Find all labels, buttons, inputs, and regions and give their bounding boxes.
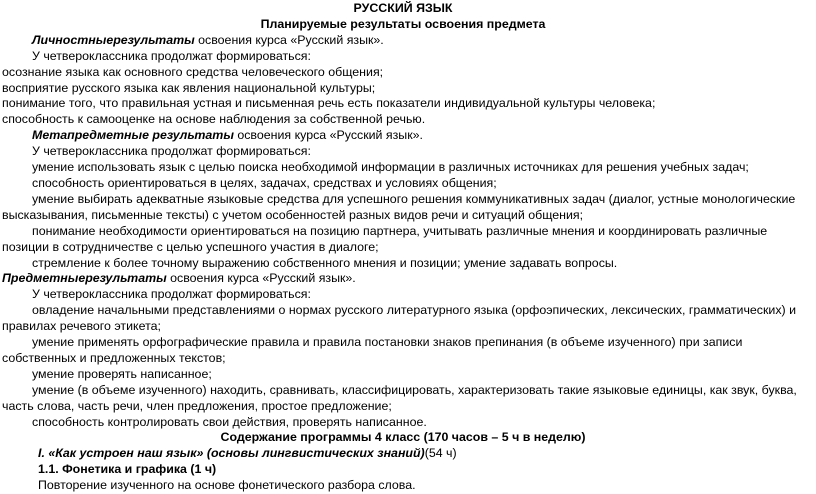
program-subsection-heading: 1.1. Фонетика и графика (1 ч) bbox=[38, 462, 217, 477]
list-item: восприятие русского языка как явления национальной культуры; bbox=[2, 80, 376, 95]
subject-results-heading-bold: Предметныерезультаты bbox=[2, 271, 167, 286]
program-heading: Содержание программы 4 класс (170 часов – 5 ч в неделю) bbox=[220, 430, 586, 445]
list-item: понимание необходимости ориентироваться на позицию партнера, учитывать различные мнения и координировать различные позиции в сотрудничестве с целью успешного участия в диалоге; bbox=[2, 223, 768, 254]
personal-results-intro: У четвероклассника продолжат формироваться: bbox=[32, 48, 311, 63]
document-title: РУССКИЙ ЯЗЫК bbox=[353, 1, 453, 15]
meta-results-heading bbox=[2, 128, 804, 144]
list-item: осознание языка как основного средства человеческого общения; bbox=[2, 64, 384, 79]
document-subtitle: Планируемые результаты освоения предмета bbox=[260, 16, 546, 31]
list-item: умение (в объеме изученного) находить, сравнивать, классифицировать, характеризовать такие языковые единицы, как звук, буква, часть слова, часть речи, член предложения, простое предложение; bbox=[2, 382, 797, 413]
list-item: способность контролировать свои действия, проверять написанное. bbox=[32, 414, 427, 429]
program-section-hours: (54 ч) bbox=[424, 446, 457, 461]
list-item: умение применять орфографические правила и правила постановки знаков препинания (в объеме изученного) при записи собственных и предложенных текстов; bbox=[2, 335, 743, 365]
subject-results-heading-rest: освоения курса «Русский язык». bbox=[166, 271, 356, 286]
subject-results-intro: У четвероклассника продолжат формироваться: bbox=[32, 287, 311, 302]
subject-results-heading bbox=[2, 271, 804, 287]
list-item: умение проверять написанное; bbox=[32, 366, 212, 381]
program-section-title: I. «Как устроен наш язык» (основы лингвистических знаний) bbox=[38, 446, 425, 461]
list-item: понимание того, что правильная устная и письменная речь есть показатели индивидуальной культуры человека; bbox=[2, 96, 656, 111]
program-text: Повторение изученного на основе фонетического разбора слова. bbox=[38, 478, 416, 493]
list-item: умение использовать язык с целью поиска необходимой информации в различных источниках для решения учебных задач; bbox=[32, 160, 749, 175]
meta-results-heading-rest: освоения курса «Русский язык». bbox=[233, 128, 423, 143]
list-item: стремление к более точному выражению собственного мнения и позиции; умение задавать вопросы. bbox=[32, 255, 618, 270]
program-section-heading bbox=[2, 446, 804, 462]
list-item: способность к самооценке на основе наблюдения за собственной речью. bbox=[2, 112, 426, 127]
list-item: овладение начальными представлениями о нормах русского литературного языка (орфоэпических, лексических, грамматических) и правилах речевого этикета; bbox=[2, 303, 797, 334]
list-item: умение выбирать адекватные языковые средства для успешного решения коммуникативных задач (диалог, устные монологические высказывания, письменные тексты) с учетом особенностей разных видов речи и ситуаций общения; bbox=[2, 191, 796, 222]
personal-results-heading-bold: Личностныерезультаты bbox=[32, 32, 195, 47]
meta-results-intro: У четвероклассника продолжат формироваться: bbox=[32, 144, 311, 159]
list-item: способность ориентироваться в целях, задачах, средствах и условиях общения; bbox=[32, 175, 497, 190]
personal-results-heading bbox=[2, 33, 804, 49]
meta-results-heading-bold: Метапредметные результаты bbox=[32, 128, 234, 143]
personal-results-heading-rest: освоения курса «Русский язык». bbox=[194, 32, 384, 47]
